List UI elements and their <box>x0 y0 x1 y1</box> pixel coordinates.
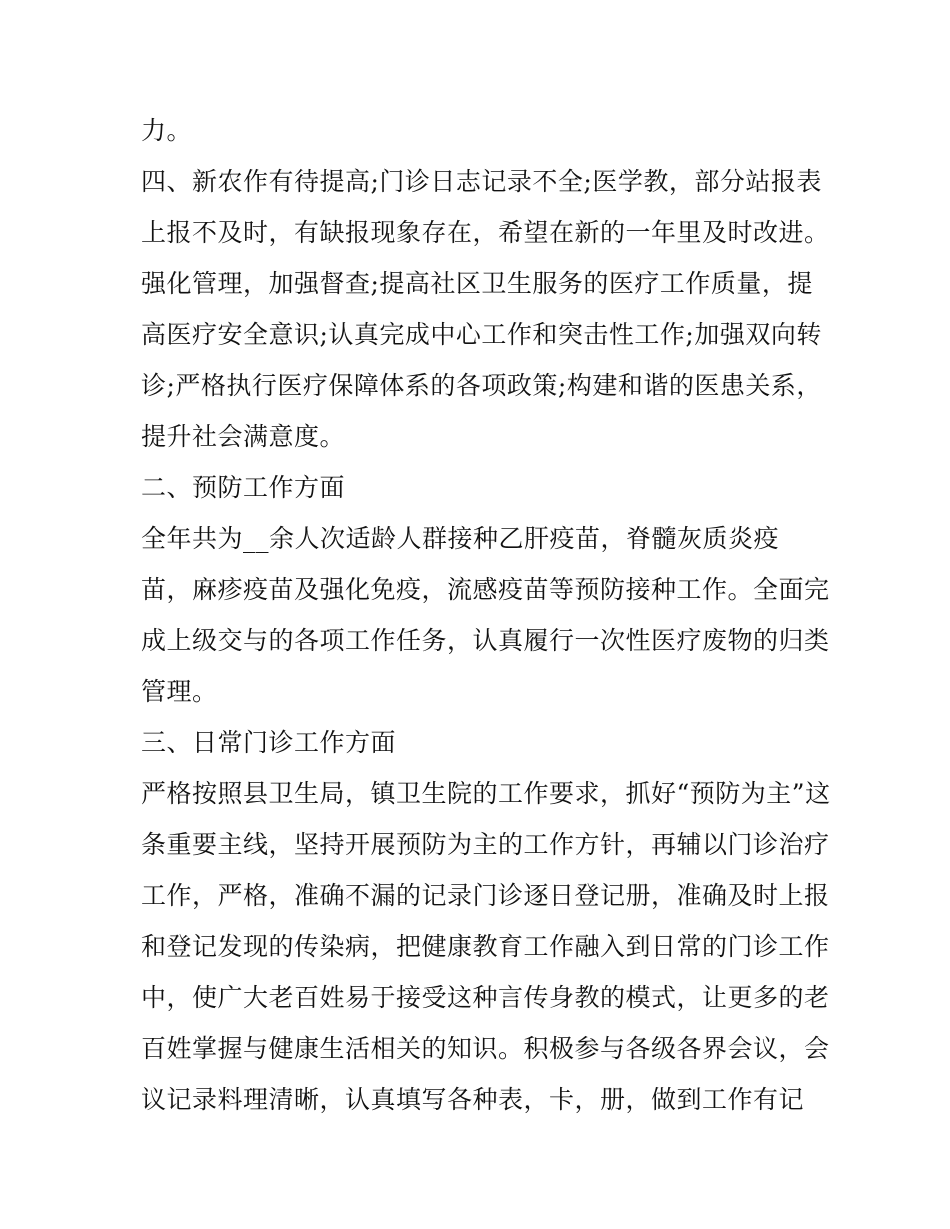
text-line: 议记录料理清晰，认真填写各种表，卡，册，做到工作有记 <box>141 1085 805 1114</box>
text-line: 百姓掌握与健康生活相关的知识。积极参与各级各界会议，会 <box>141 1034 830 1063</box>
text-line: 工作，严格，准确不漏的记录门诊逐日登记册，准确及时上报 <box>141 881 830 910</box>
text-line: 严格按照县卫生局，镇卫生院的工作要求，抓好“预防为主”这 <box>141 779 831 808</box>
section-heading-prevention: 二、预防工作方面 <box>141 473 346 502</box>
text-line: 强化管理，加强督查;提高社区卫生服务的医疗工作质量，提 <box>141 269 813 298</box>
text-line: 四、新农作有待提高;门诊日志记录不全;医学教，部分站报表 <box>141 167 822 196</box>
text-line: 成上级交与的各项工作任务，认真履行一次性医疗废物的归类 <box>141 626 830 655</box>
text-line: 全年共为__余人次适龄人群接种乙肝疫苗，脊髓灰质炎疫 <box>141 524 780 553</box>
text-line: 条重要主线，坚持开展预防为主的工作方针，再辅以门诊治疗 <box>141 830 830 859</box>
text-line: 苗，麻疹疫苗及强化免疫，流感疫苗等预防接种工作。全面完 <box>141 575 830 604</box>
text-line: 中，使广大老百姓易于接受这种言传身教的模式，让更多的老 <box>141 983 830 1012</box>
text-line: 力。 <box>141 116 193 145</box>
section-heading-outpatient: 三、日常门诊工作方面 <box>141 728 397 757</box>
text-line: 和登记发现的传染病，把健康教育工作融入到日常的门诊工作 <box>141 932 830 961</box>
document-body <box>141 105 831 1125</box>
text-line: 上报不及时，有缺报现象存在，希望在新的一年里及时改进。 <box>141 218 830 247</box>
text-line: 管理。 <box>141 677 218 706</box>
text-line: 高医疗安全意识;认真完成中心工作和突击性工作;加强双向转 <box>141 320 822 349</box>
text-line: 诊;严格执行医疗保障体系的各项政策;构建和谐的医患关系， <box>141 371 822 400</box>
text-line: 提升社会满意度。 <box>141 422 346 451</box>
